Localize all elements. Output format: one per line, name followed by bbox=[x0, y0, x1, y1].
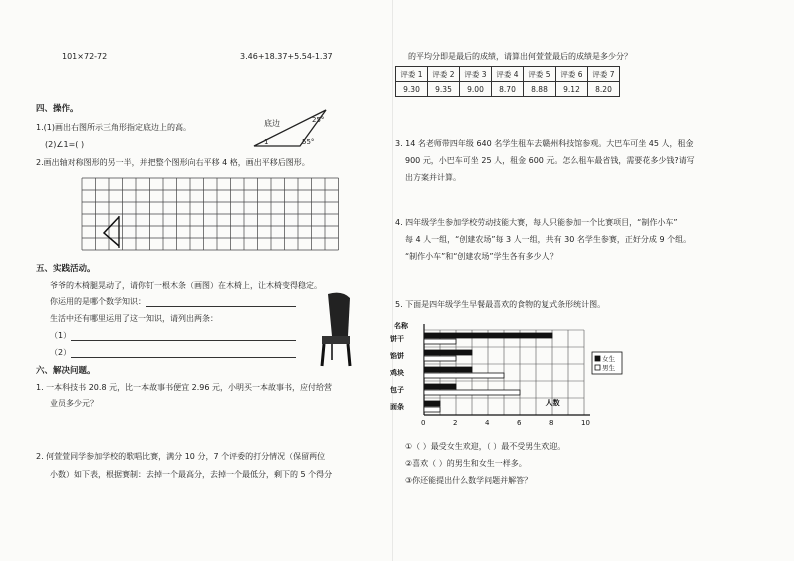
chart-category-label: 馅饼 bbox=[390, 352, 404, 360]
score-cell-6: 9.12 bbox=[556, 82, 588, 97]
scores-row bbox=[396, 82, 620, 97]
section-5-title: 五、实践活动。 bbox=[36, 264, 96, 274]
bar-chart bbox=[380, 318, 670, 436]
judge-cell-2: 评委 2 bbox=[428, 67, 460, 82]
chart-xlabel: 人数 bbox=[545, 399, 560, 407]
chart-bar bbox=[424, 350, 472, 355]
score-cell-2: 9.35 bbox=[428, 82, 460, 97]
chart-bar bbox=[424, 390, 520, 395]
judge-cell-5: 评委 5 bbox=[524, 67, 556, 82]
grid-figure[interactable] bbox=[80, 176, 343, 252]
chart-legend-label: 男生 bbox=[602, 364, 615, 372]
q6-2-line-a: 2. 何萱萱同学参加学校的歌唱比赛，满分 10 分，7 个评委的打分情况（保留两位 bbox=[36, 452, 326, 461]
chart-category-label: 包子 bbox=[390, 386, 404, 394]
triangle-figure bbox=[250, 104, 340, 150]
chart-legend-label: 女生 bbox=[602, 355, 615, 363]
fill-3: ③你还能提出什么数学问题并解答？ bbox=[405, 476, 533, 485]
judge-cell-3: 评委 3 bbox=[460, 67, 492, 82]
triangle-base-label: 底边 bbox=[264, 119, 280, 128]
q3-line-a: 3. 14 名老师带四年级 640 名学生租车去赣州科技馆参观。大巴车可坐 45 人，租金 bbox=[395, 139, 694, 148]
q3-line-c: 出方案并计算。 bbox=[405, 173, 461, 182]
chart-category-label: 鸡块 bbox=[390, 369, 404, 377]
judges-row bbox=[396, 67, 620, 82]
chart-legend-swatch bbox=[595, 356, 600, 361]
chart-xtick-label: 6 bbox=[517, 419, 522, 427]
scores-table bbox=[395, 66, 620, 97]
chart-ylabel: 名称 bbox=[394, 322, 408, 330]
calc-1: 101×72-72 bbox=[62, 52, 108, 61]
p5-line-d: （1） bbox=[50, 331, 296, 341]
chart-xtick-label: 8 bbox=[549, 419, 554, 427]
q4-1: 1.(1)画出右图所示三角形指定底边上的高。 bbox=[36, 123, 191, 132]
score-cell-4: 8.70 bbox=[492, 82, 524, 97]
triangle-angle-55: 55° bbox=[302, 138, 315, 146]
p5-line-e: （2） bbox=[50, 348, 296, 358]
q2-continued: 的平均分即是最后的成绩，请算出何萱萱最后的成绩是多少分？ bbox=[408, 52, 632, 61]
calc-2: 3.46+18.37+5.54-1.37 bbox=[240, 52, 333, 61]
q6-1-line-a: 1. 一本科技书 20.8 元，比一本故事书便宜 2.96 元，小明买一本故事书，应付给营 bbox=[36, 383, 332, 392]
q5-intro: 5. 下面是四年级学生早餐最喜欢的食物的复式条形统计图。 bbox=[395, 300, 606, 309]
score-cell-1: 9.30 bbox=[396, 82, 428, 97]
chair-image bbox=[318, 290, 358, 368]
triangle-angle-1: 1 bbox=[264, 138, 269, 146]
chart-bar bbox=[424, 333, 552, 338]
q4-line-a: 4. 四年级学生参加学校劳动技能大赛，每人只能参加一个比赛项目，“制作小车” bbox=[395, 218, 678, 227]
chart-xtick-label: 4 bbox=[485, 419, 490, 427]
q3-line-b: 900 元，小巴车可坐 25 人，租金 600 元。怎么租车最省钱，需要花多少钱?请写 bbox=[405, 156, 695, 165]
chart-category-label: 饼干 bbox=[390, 335, 404, 343]
section-4-title: 四、操作。 bbox=[36, 104, 79, 114]
chart-bar bbox=[424, 373, 504, 378]
chart-bar bbox=[424, 384, 456, 389]
chart-bar bbox=[424, 339, 456, 344]
judge-cell-7: 评委 7 bbox=[588, 67, 620, 82]
q4-line-c: “制作小车”和“创建农场”学生各有多少人？ bbox=[405, 252, 558, 261]
chart-legend-swatch bbox=[595, 365, 600, 370]
q4-1b: (2)∠1=( ) bbox=[45, 140, 85, 149]
score-cell-5: 8.88 bbox=[524, 82, 556, 97]
section-6-title: 六、解决问题。 bbox=[36, 366, 96, 376]
fill-1: ①（ ）最受女生欢迎，（ ）最不受男生欢迎。 bbox=[405, 442, 566, 451]
p5-line-a: 爷爷的木椅腿晃动了，请你钉一根木条（画图）在木椅上，让木椅变得稳定。 bbox=[50, 281, 322, 290]
chart-bar bbox=[424, 401, 440, 406]
chart-bar bbox=[424, 407, 440, 412]
judge-cell-6: 评委 6 bbox=[556, 67, 588, 82]
chart-xtick-label: 0 bbox=[421, 419, 426, 427]
chart-xtick-label: 2 bbox=[453, 419, 458, 427]
score-cell-7: 8.20 bbox=[588, 82, 620, 97]
page-fold bbox=[392, 0, 393, 561]
chart-bar bbox=[424, 367, 472, 372]
p5-line-c: 生活中还有哪里运用了这一知识，请列出两条： bbox=[50, 314, 218, 323]
judge-cell-4: 评委 4 bbox=[492, 67, 524, 82]
q4-2: 2.画出轴对称图形的另一半，并把整个图形向右平移 4 格，画出平移后图形。 bbox=[36, 158, 310, 167]
q4-line-b: 每 4 人一组，“创建农场”每 3 人一组，共有 30 名学生参赛，正好分成 9 个组。 bbox=[405, 235, 692, 244]
chart-category-label: 面条 bbox=[390, 403, 404, 411]
p5-line-b: 你运用的是哪个数学知识： bbox=[50, 297, 296, 307]
chart-bar bbox=[424, 356, 456, 361]
fill-2: ②喜欢（ ）的男生和女生一样多。 bbox=[405, 459, 527, 468]
q6-1-line-b: 业员多少元？ bbox=[50, 399, 98, 408]
judge-cell-1: 评委 1 bbox=[396, 67, 428, 82]
chart-xtick-label: 10 bbox=[581, 419, 590, 427]
triangle-angle-25: 25° bbox=[312, 116, 325, 124]
score-cell-3: 9.00 bbox=[460, 82, 492, 97]
q6-2-line-b: 小数）如下表，根据赛制：去掉一个最高分，去掉一个最低分，剩下的 5 个得分 bbox=[50, 470, 333, 479]
